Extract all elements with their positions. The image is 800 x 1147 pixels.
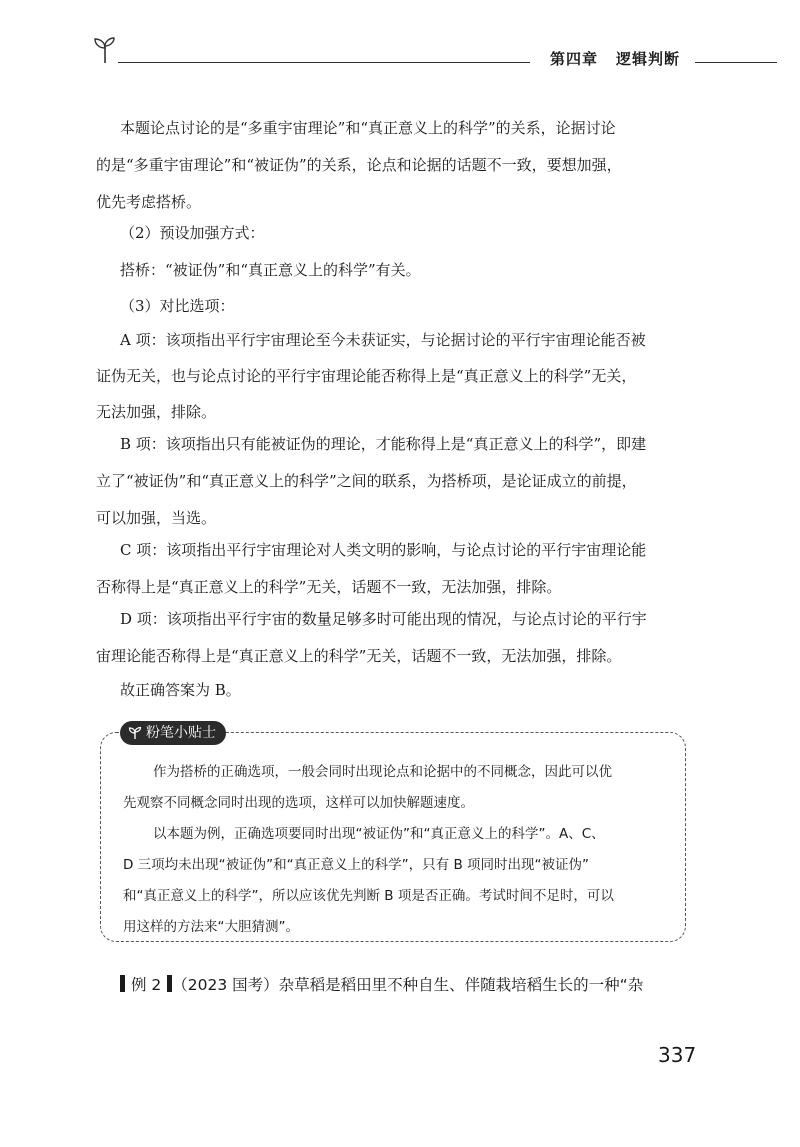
body-line: 的是“多重宇宙理论”和“被证伪”的关系，论点和论据的话题不一致，要想加强， bbox=[96, 156, 622, 174]
option-a-line: 证伪无关，也与论点讨论的平行宇宙理论能否称得上是“真正意义上的科学”无关， bbox=[96, 367, 637, 385]
tip-line: 以本题为例，正确选项要同时出现“被证伪”和“真正意义上的科学”。A、C、 bbox=[153, 826, 605, 842]
tip-badge bbox=[120, 721, 226, 745]
sprout-icon bbox=[128, 726, 142, 740]
answer-line: 故正确答案为 B。 bbox=[120, 681, 241, 699]
body-line: 本题论点讨论的是“多重宇宙理论”和“真正意义上的科学”的关系，论据讨论 bbox=[120, 119, 616, 137]
example-marker bbox=[120, 975, 125, 992]
option-b-line: B 项：该项指出只有能被证伪的理论，才能称得上是“真正意义上的科学”，即建 bbox=[120, 435, 647, 453]
chapter-heading bbox=[550, 48, 680, 69]
sprout-icon bbox=[92, 36, 118, 64]
option-d-line: 宙理论能否称得上是“真正意义上的科学”无关，话题不一致，无法加强，排除。 bbox=[96, 647, 622, 665]
step2-heading: （2）预设加强方式： bbox=[120, 224, 265, 242]
tip-line: 先观察不同概念同时出现的选项，这样可以加快解题速度。 bbox=[123, 795, 474, 811]
option-b-line: 立了“被证伪”和“真正意义上的科学”之间的联系，为搭桥项，是论证成立的前提， bbox=[96, 472, 637, 490]
option-c-line: 否称得上是“真正意义上的科学”无关，话题不一致，无法加强，排除。 bbox=[96, 578, 562, 596]
chapter-number: 第四章 bbox=[550, 50, 599, 68]
option-b-line: 可以加强，当选。 bbox=[96, 509, 217, 527]
tip-line: 和“真正意义上的科学”，所以应该优先判断 B 项是否正确。考试时间不足时，可以 bbox=[123, 888, 614, 904]
header-rule-right bbox=[695, 62, 777, 63]
tip-badge-label: 粉笔小贴士 bbox=[146, 725, 216, 741]
example-text: （2023 国考）杂草稻是稻田里不种自生、伴随栽培稻生长的一种“杂 bbox=[172, 976, 644, 994]
example-label: 例 2 bbox=[131, 976, 162, 994]
tip-line: D 三项均未出现“被证伪”和“真正意义上的科学”，只有 B 项同时出现“被证伪” bbox=[123, 857, 589, 873]
tip-line: 用这样的方法来“大胆猜测”。 bbox=[123, 919, 299, 935]
page-number: 337 bbox=[658, 1043, 697, 1067]
page-header bbox=[0, 0, 800, 90]
step2-content: 搭桥：“被证伪”和“真正意义上的科学”有关。 bbox=[120, 261, 421, 279]
option-a-line: 无法加强，排除。 bbox=[96, 403, 217, 421]
tip-line: 作为搭桥的正确选项，一般会同时出现论点和论据中的不同概念，因此可以优 bbox=[153, 764, 612, 780]
chapter-title: 逻辑判断 bbox=[616, 50, 681, 68]
option-a-line: A 项：该项指出平行宇宙理论至今未获证实，与论据讨论的平行宇宙理论能否被 bbox=[120, 331, 646, 349]
option-c-line: C 项：该项指出平行宇宙理论对人类文明的影响，与论点讨论的平行宇宙理论能 bbox=[120, 541, 647, 559]
body-line: 优先考虑搭桥。 bbox=[96, 193, 202, 211]
step3-heading: （3）对比选项： bbox=[120, 297, 235, 315]
header-rule-left bbox=[118, 62, 530, 63]
option-d-line: D 项：该项指出平行宇宙的数量足够多时可能出现的情况，与论点讨论的平行宇 bbox=[120, 610, 647, 628]
example-heading bbox=[120, 970, 643, 1000]
